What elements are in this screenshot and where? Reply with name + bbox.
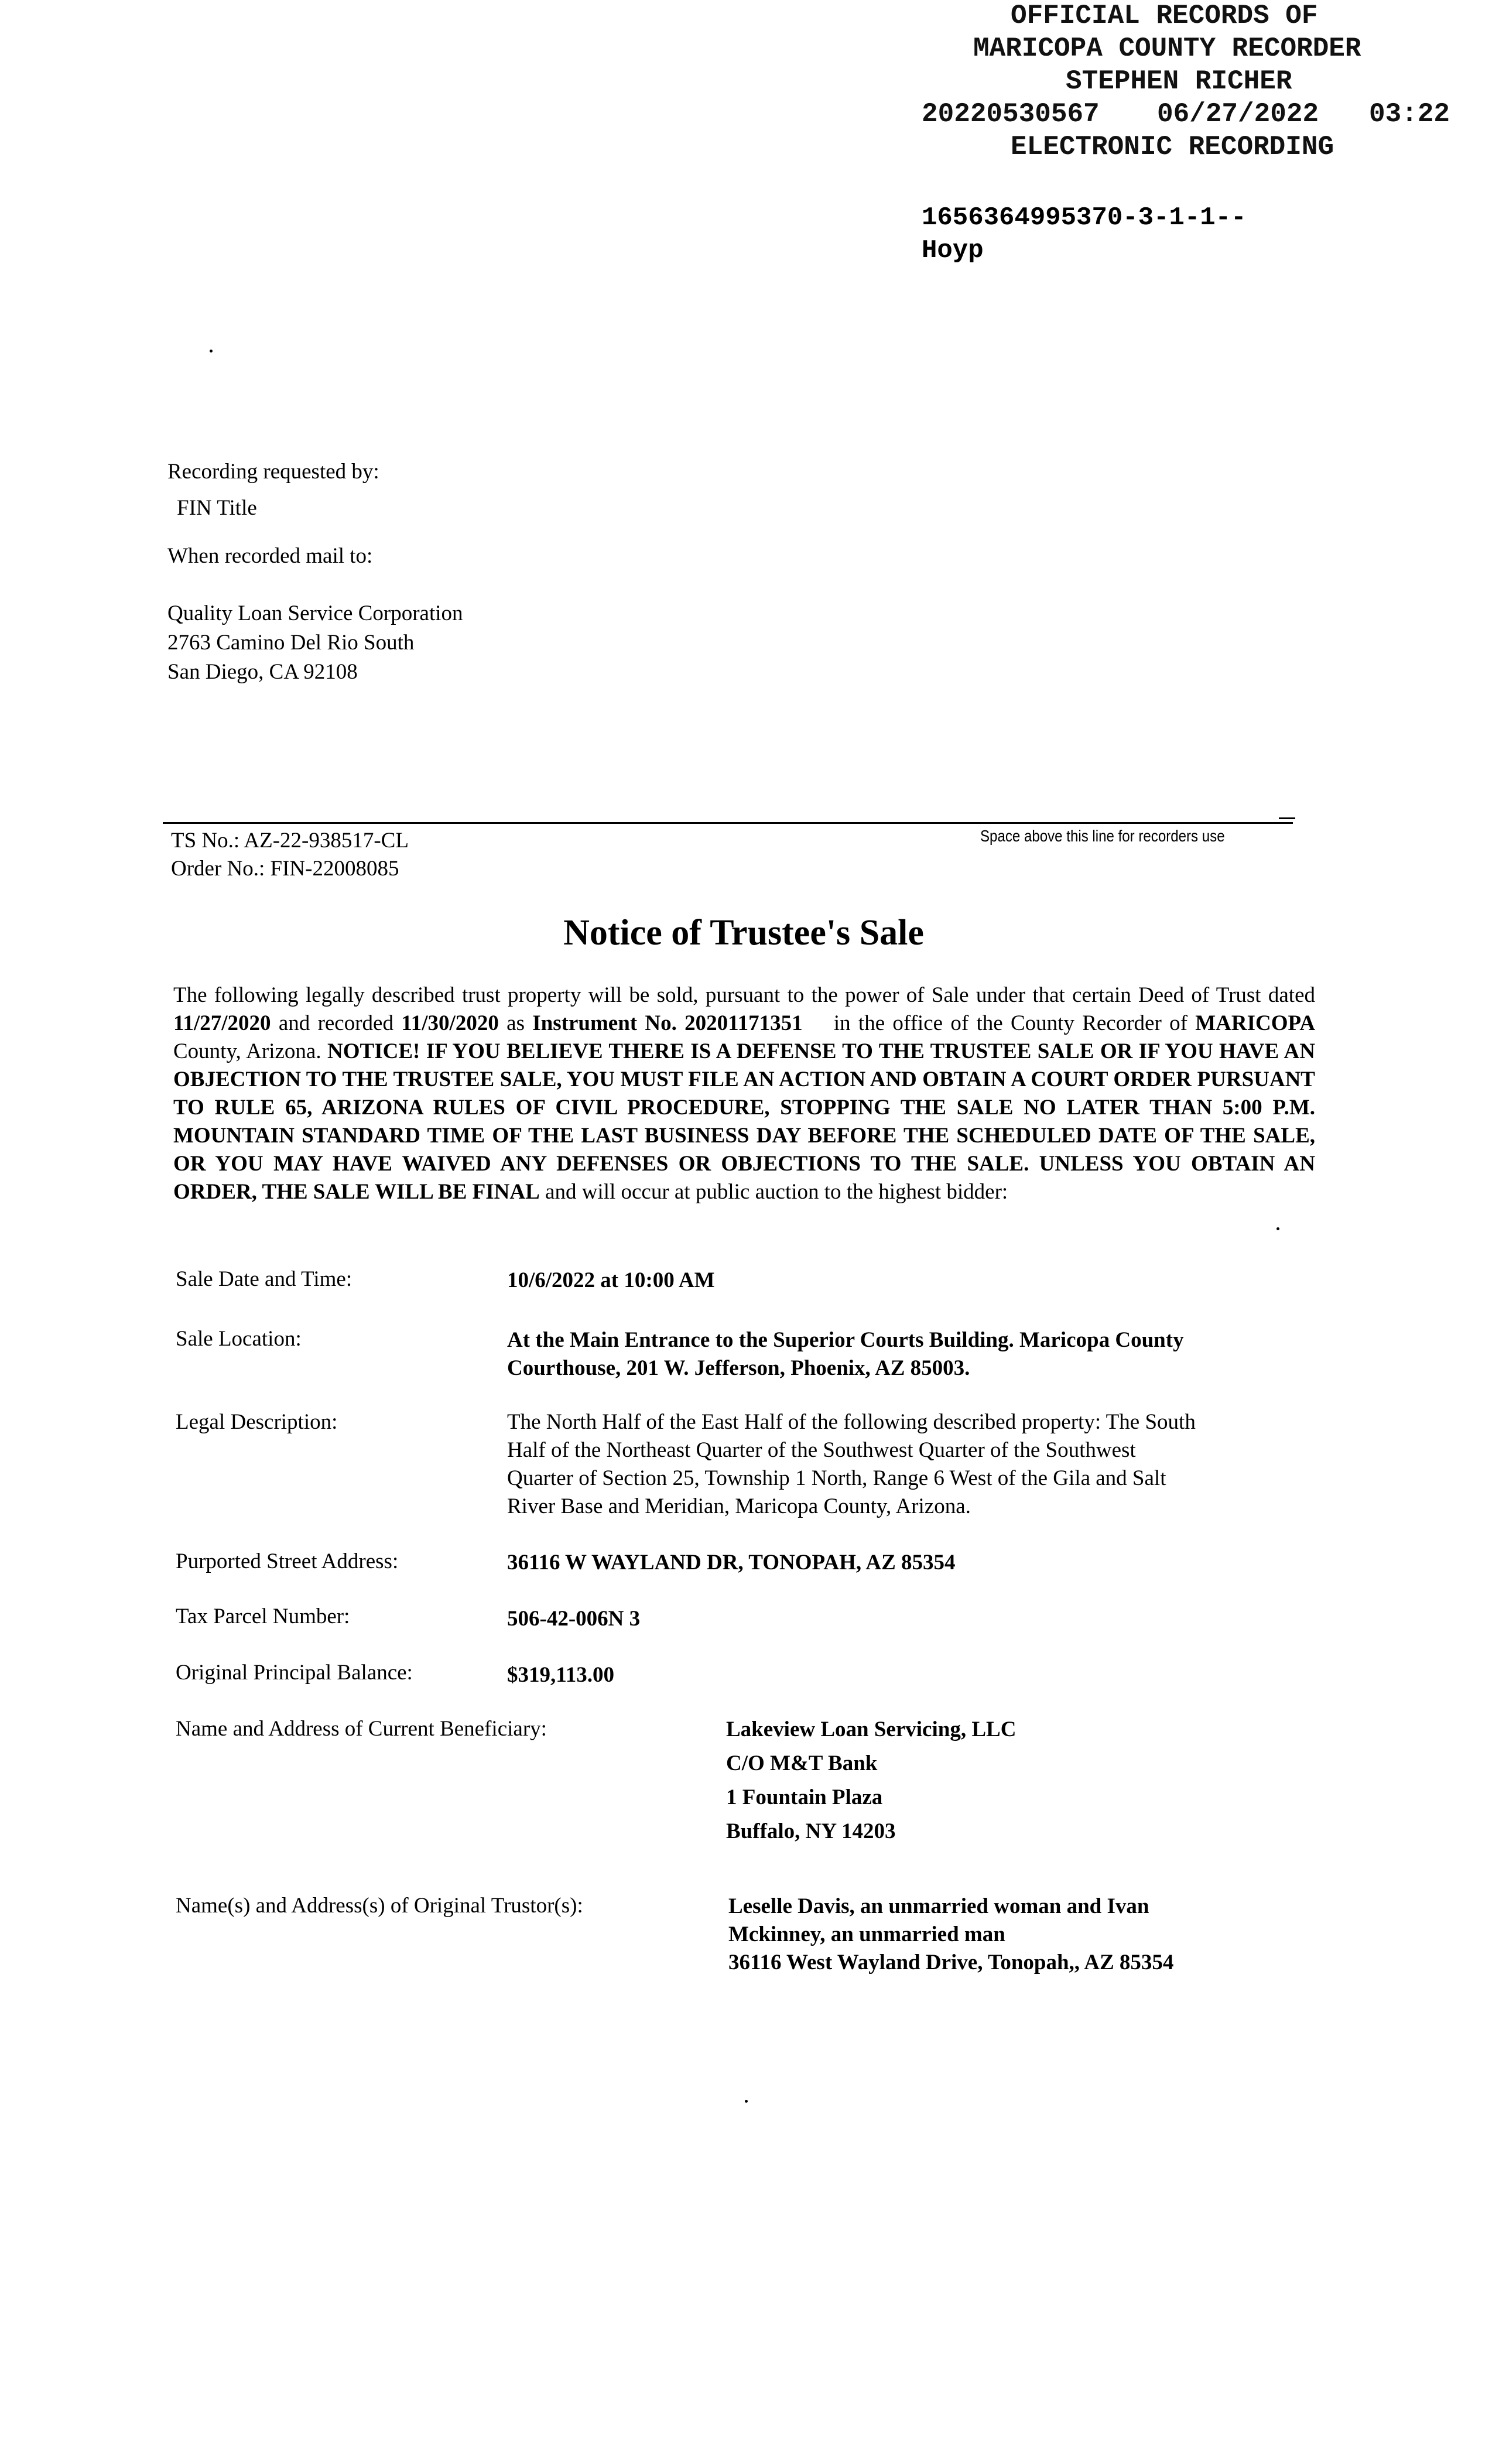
mail-to-label: When recorded mail to: (167, 544, 373, 568)
mail-to-city: San Diego, CA 92108 (167, 660, 358, 684)
para-text-2: and recorded (278, 1011, 393, 1035)
notice-paragraph (173, 981, 1315, 1206)
sale-location-line-2: Courthouse, 201 W. Jefferson, Phoenix, AZ 85003. (507, 1356, 970, 1380)
stamp-line-recorder-name: STEPHEN RICHER (1066, 66, 1292, 97)
scan-speck (745, 2100, 748, 2103)
sale-date-value: 10/6/2022 at 10:00 AM (507, 1268, 715, 1292)
beneficiary-city: Buffalo, NY 14203 (726, 1819, 896, 1843)
trustor-line-2: Mckinney, an unmarried man (728, 1922, 1005, 1946)
stamp-record-number: 20220530567 (922, 99, 1100, 129)
legal-description-line-2: Half of the Northeast Quarter of the Southwest Quarter of the Southwest (507, 1438, 1136, 1462)
beneficiary-street: 1 Fountain Plaza (726, 1785, 883, 1809)
stamp-id: 1656364995370-3-1-1-- (922, 203, 1247, 232)
mail-to-name: Quality Loan Service Corporation (167, 601, 463, 625)
para-text-6: and will occur at public auction to the highest bidder: (545, 1180, 1008, 1204)
sale-location-line-1: At the Main Entrance to the Superior Courts Building. Maricopa County (507, 1328, 1184, 1352)
mail-to-street: 2763 Camino Del Rio South (167, 631, 415, 655)
ts-number: TS No.: AZ-22-938517-CL (171, 829, 409, 853)
principal-balance-value: $319,113.00 (507, 1663, 614, 1687)
instrument-number: Instrument No. 20201171351 (532, 1011, 803, 1035)
para-text-5: County, Arizona. (173, 1039, 321, 1063)
deed-date: 11/27/2020 (173, 1011, 271, 1035)
recorder-space-divider (163, 822, 1293, 824)
beneficiary-name: Lakeview Loan Servicing, LLC (726, 1717, 1017, 1741)
street-address-label: Purported Street Address: (176, 1549, 399, 1573)
stamp-user: Hoyp (922, 236, 984, 265)
order-number: Order No.: FIN-22008085 (171, 857, 399, 881)
recording-requested-by-label: Recording requested by: (167, 460, 379, 484)
stamp-line-official-records: OFFICIAL RECORDS OF (1011, 1, 1318, 31)
para-text-1: The following legally described trust property will be sold, pursuant to the power of Sale under that certain Deed of Trust dated (173, 983, 1315, 1007)
recorded-date: 11/30/2020 (401, 1011, 499, 1035)
recorders-space-note: Space above this line for recorders use (980, 827, 1225, 845)
sale-date-label: Sale Date and Time: (176, 1267, 352, 1291)
para-text-4: in the office of the County Recorder of (833, 1011, 1187, 1035)
tax-parcel-value: 506-42-006N 3 (507, 1607, 641, 1631)
principal-balance-label: Original Principal Balance: (176, 1661, 413, 1685)
tax-parcel-label: Tax Parcel Number: (176, 1604, 350, 1628)
beneficiary-care-of: C/O M&T Bank (726, 1751, 878, 1775)
scan-speck (210, 350, 213, 353)
trustor-line-1: Leselle Davis, an unmarried woman and Ivan (728, 1894, 1149, 1918)
stamp-line-electronic-recording: ELECTRONIC RECORDING (1011, 132, 1334, 162)
stamp-record-date: 06/27/2022 (1157, 99, 1319, 129)
sale-location-label: Sale Location: (176, 1327, 302, 1351)
divider-tick (1279, 817, 1295, 819)
scan-speck (1276, 1227, 1279, 1230)
county-name: MARICOPA (1195, 1011, 1316, 1035)
para-text-3: as (506, 1011, 525, 1035)
stamp-record-time: 03:22 (1369, 99, 1450, 129)
trustor-label: Name(s) and Address(s) of Original Trustor(s): (176, 1894, 583, 1918)
document-title: Notice of Trustee's Sale (563, 913, 924, 953)
legal-description-line-4: River Base and Meridian, Maricopa County, Arizona. (507, 1494, 971, 1518)
legal-notice: NOTICE! IF YOU BELIEVE THERE IS A DEFENSE TO THE TRUSTEE SALE OR IF YOU HAVE AN OBJECTION TO THE TRUSTEE SALE, YOU MUST FILE AN ACTION AND OBTAIN A COURT ORDER PURSUANT TO RULE 65, ARIZONA RULES OF CIVIL PROCEDURE, STOPPING THE SALE NO LATER THAN 5:00 P.M. MOUNTAIN STANDARD TIME OF THE LAST BUSINESS DAY BEFORE THE SCHEDULED DATE OF THE SALE, OR YOU MAY HAVE WAIVED ANY DEFENSES OR OBJECTIONS TO THE SALE. UNLESS YOU OBTAIN AN ORDER, THE SALE WILL BE FINAL (173, 1039, 1316, 1204)
stamp-line-county-recorder: MARICOPA COUNTY RECORDER (973, 33, 1361, 64)
legal-description-line-1: The North Half of the East Half of the following described property: The South (507, 1410, 1196, 1434)
recording-requested-by: FIN Title (177, 496, 257, 520)
trustor-address: 36116 West Wayland Drive, Tonopah,, AZ 85354 (728, 1950, 1174, 1974)
legal-description-label: Legal Description: (176, 1410, 338, 1434)
street-address-value: 36116 W WAYLAND DR, TONOPAH, AZ 85354 (507, 1551, 956, 1575)
beneficiary-label: Name and Address of Current Beneficiary: (176, 1717, 547, 1741)
legal-description-line-3: Quarter of Section 25, Township 1 North, Range 6 West of the Gila and Salt (507, 1466, 1166, 1490)
